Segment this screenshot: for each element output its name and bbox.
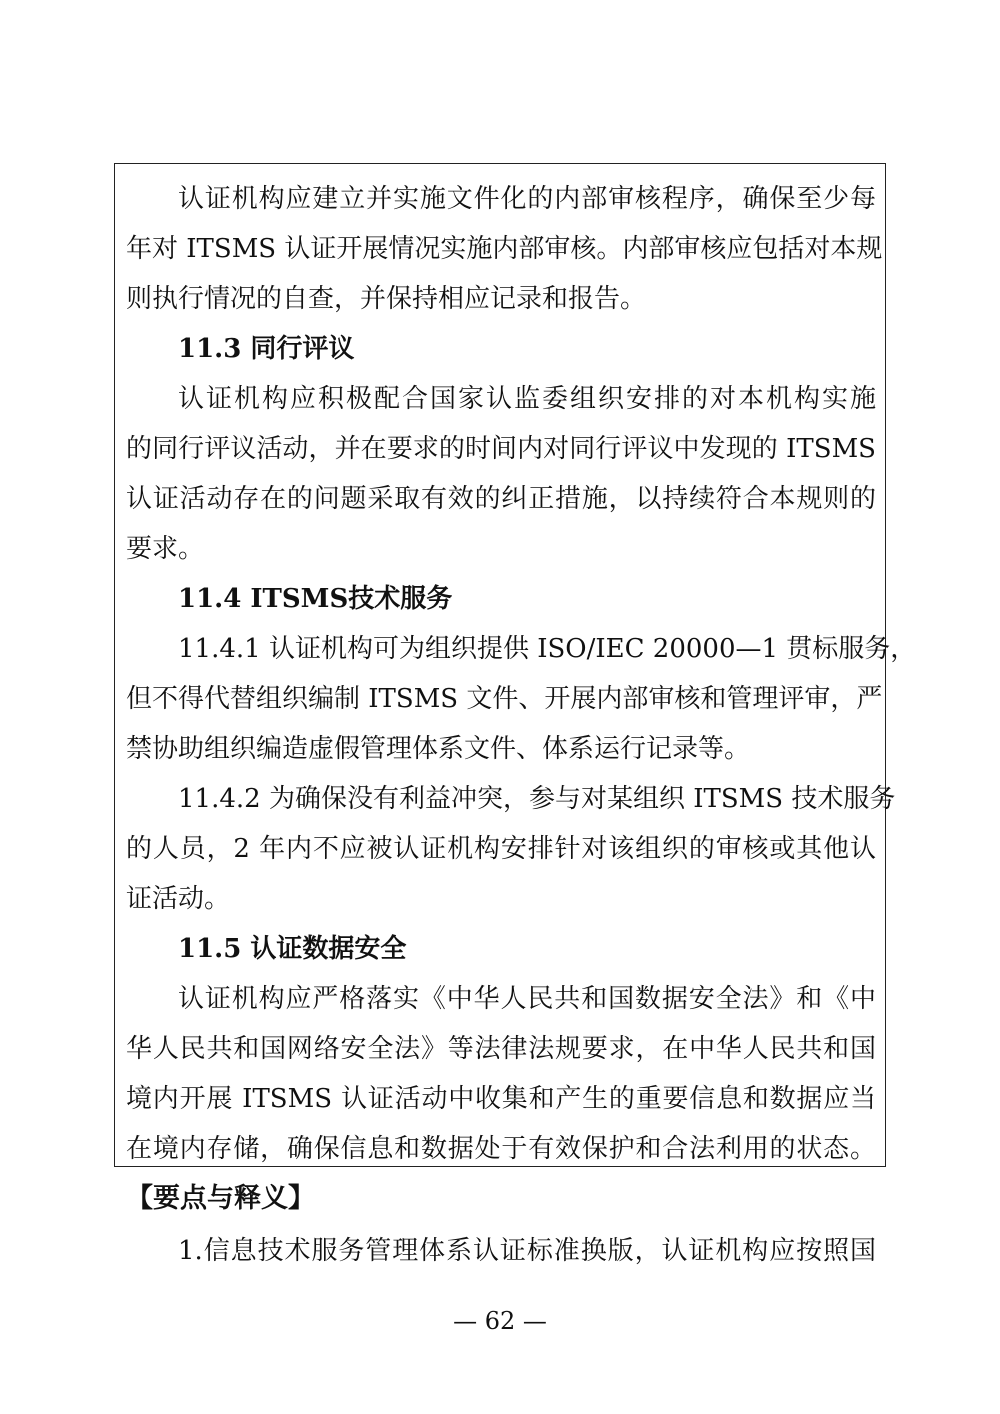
paragraph-line: 境内开展 ITSMS 认证活动中收集和产生的重要信息和数据应当 xyxy=(126,1084,876,1114)
paragraph-line: 认证活动存在的问题采取有效的纠正措施，以持续符合本规则的 xyxy=(126,484,876,514)
paragraph-line: 年对 ITSMS 认证开展情况实施内部审核。内部审核应包括对本规 xyxy=(126,234,883,264)
paragraph-line: 11.4.1 认证机构可为组织提供 ISO/IEC 20000—1 贯标服务， xyxy=(178,634,917,664)
paragraph-line: 禁协助组织编造虚假管理体系文件、体系运行记录等。 xyxy=(126,734,751,764)
paragraph-line: 认证机构应严格落实《中华人民共和国数据安全法》和《中 xyxy=(178,984,876,1014)
paragraph-line: 要求。 xyxy=(126,534,205,564)
paragraph-line: 认证机构应建立并实施文件化的内部审核程序，确保至少每 xyxy=(178,184,876,214)
paragraph-line: 华人民共和国网络安全法》等法律法规要求，在中华人民共和国 xyxy=(126,1034,876,1064)
paragraph-line: 证活动。 xyxy=(126,884,231,914)
paragraph-line: 认证机构应积极配合国家认监委组织安排的对本机构实施 xyxy=(178,384,876,414)
paragraph-line: 在境内存储，确保信息和数据处于有效保护和合法利用的状态。 xyxy=(126,1134,876,1164)
section-heading-11-3: 11.3 同行评议 xyxy=(178,334,355,364)
notes-title: 【要点与释义】 xyxy=(126,1183,315,1214)
notes-paragraph-line: 1.信息技术服务管理体系认证标准换版，认证机构应按照国 xyxy=(178,1236,876,1266)
paragraph-line: 11.4.2 为确保没有利益冲突，参与对某组织 ITSMS 技术服务 xyxy=(178,784,896,814)
section-heading-11-4: 11.4 ITSMS技术服务 xyxy=(178,584,453,614)
section-heading-11-5: 11.5 认证数据安全 xyxy=(178,934,407,964)
page-number: — 62 — xyxy=(453,1307,547,1335)
paragraph-line: 的人员，2 年内不应被认证机构安排针对该组织的审核或其他认 xyxy=(126,834,876,864)
paragraph-line: 但不得代替组织编制 ITSMS 文件、开展内部审核和管理评审，严 xyxy=(126,684,883,714)
paragraph-line: 的同行评议活动，并在要求的时间内对同行评议中发现的 ITSMS xyxy=(126,434,876,464)
paragraph-line: 则执行情况的自查，并保持相应记录和报告。 xyxy=(126,284,647,314)
